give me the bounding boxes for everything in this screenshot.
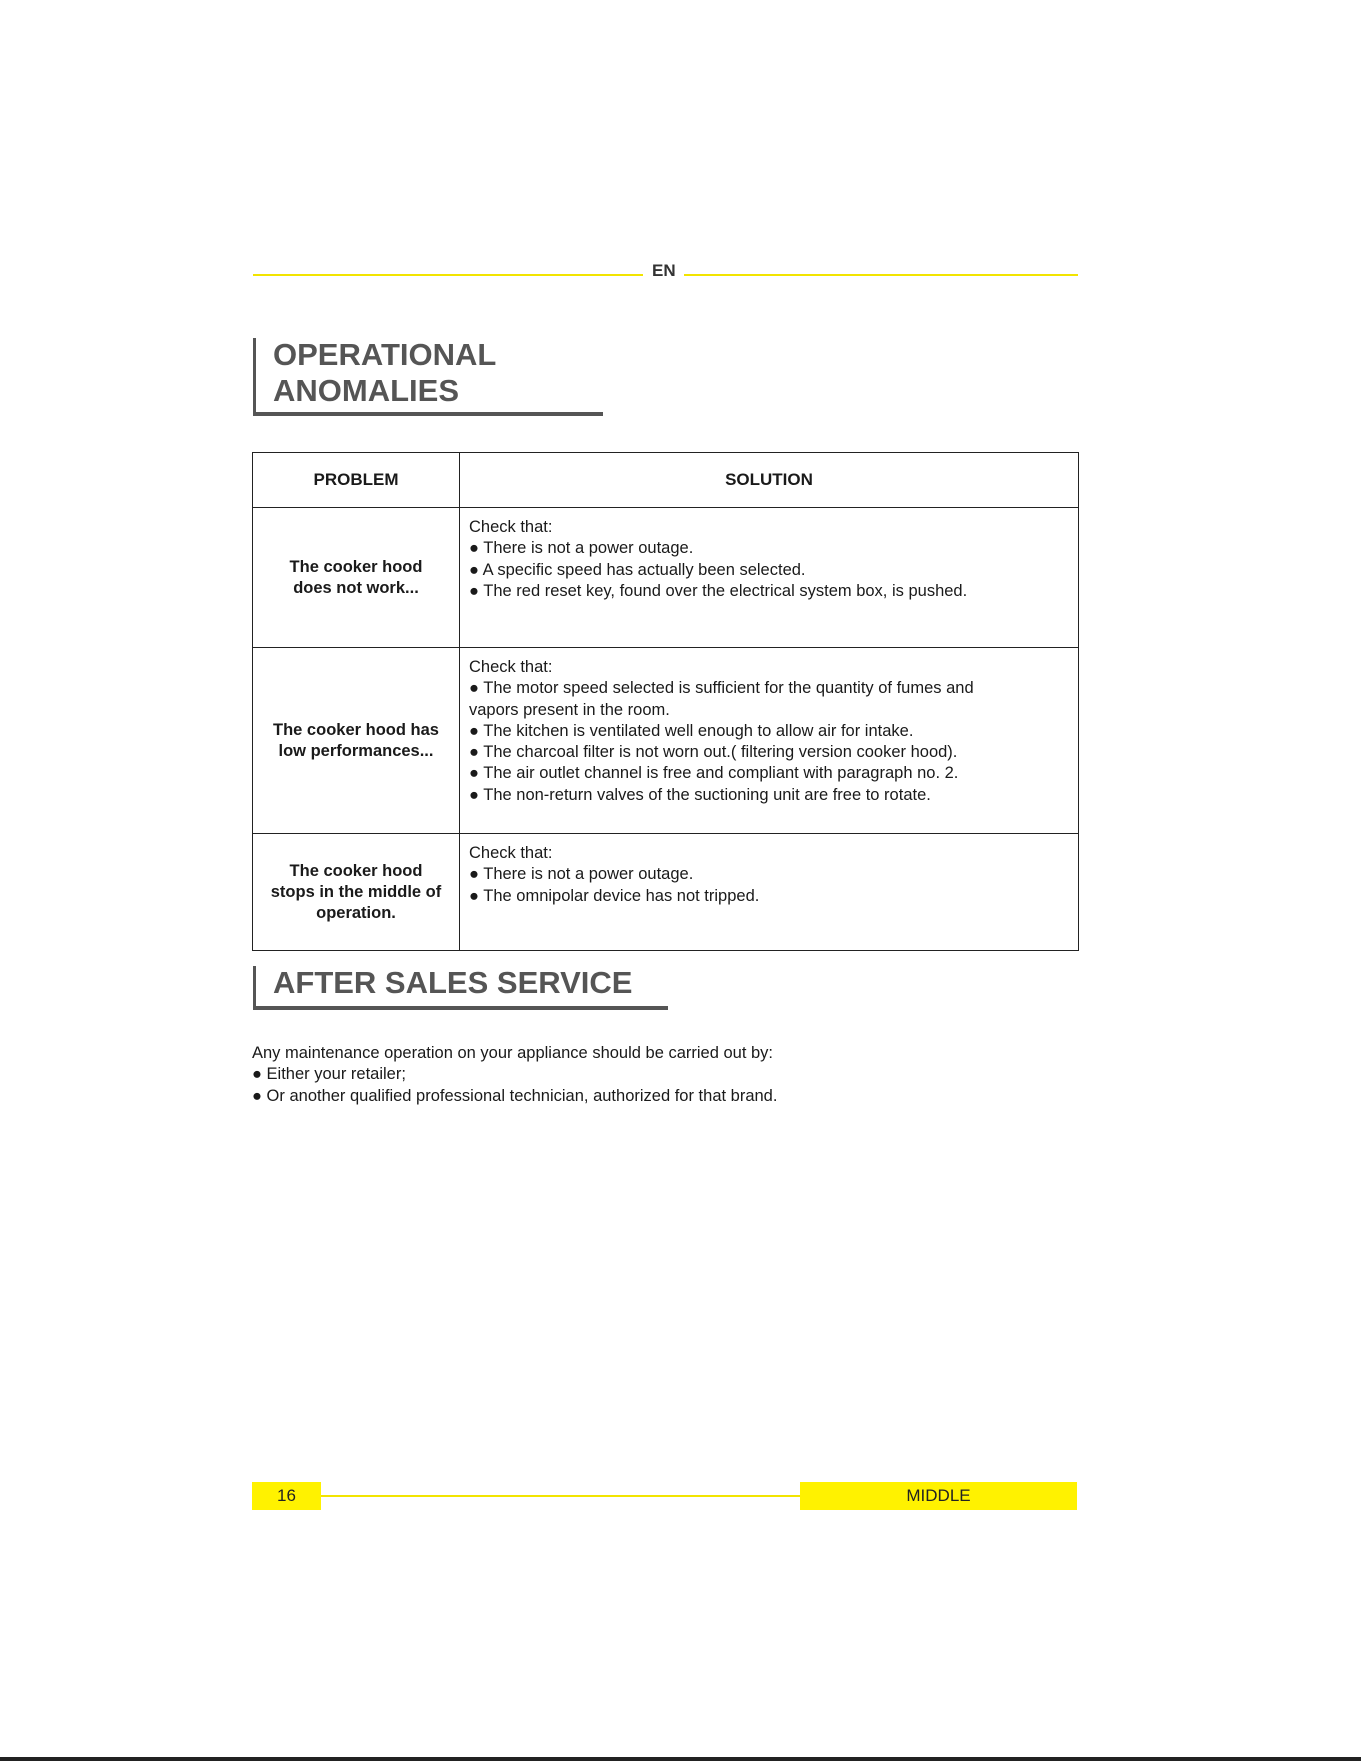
solution-line: ● The charcoal filter is not worn out.( filtering version cooker hood). bbox=[469, 743, 958, 762]
page-number: 16 bbox=[252, 1482, 321, 1510]
problem-cell bbox=[253, 834, 460, 951]
page-bottom-border bbox=[0, 1757, 1361, 1761]
body-line: ● Or another qualified professional technician, authorized for that brand. bbox=[252, 1086, 778, 1105]
solution-line: ● The non-return valves of the suctioning unit are free to rotate. bbox=[469, 785, 931, 804]
brand-label: MIDDLE bbox=[800, 1482, 1077, 1510]
problem-cell bbox=[253, 508, 460, 648]
problem-line: The cooker hood bbox=[289, 861, 423, 880]
problem-line: stops in the middle of bbox=[270, 882, 442, 901]
solution-line: ● There is not a power outage. bbox=[469, 539, 694, 558]
section-title-after-sales-service bbox=[253, 966, 668, 1010]
language-code: EN bbox=[652, 261, 676, 280]
header-rule-left bbox=[253, 274, 643, 276]
after-sales-body bbox=[252, 1043, 777, 1107]
solution-line: ● The red reset key, found over the electrical system box, is pushed. bbox=[469, 581, 968, 600]
solution-line: Check that: bbox=[469, 518, 553, 536]
problem-cell bbox=[253, 648, 460, 834]
section-title-line: ANOMALIES bbox=[273, 373, 459, 408]
body-line: ● Either your retailer; bbox=[252, 1065, 406, 1084]
section-title-operational-anomalies bbox=[253, 338, 603, 416]
solution-cell bbox=[460, 508, 1079, 648]
problem-line: operation. bbox=[316, 903, 396, 922]
table-header-row bbox=[253, 453, 1079, 508]
problem-line: does not work... bbox=[293, 578, 419, 597]
problem-line: low performances... bbox=[278, 741, 434, 760]
problem-line: The cooker hood bbox=[289, 557, 423, 576]
footer-rule bbox=[321, 1495, 800, 1497]
solution-cell bbox=[460, 834, 1079, 951]
anomalies-table bbox=[252, 452, 1079, 951]
header-solution: SOLUTION bbox=[460, 453, 1079, 508]
solution-line: vapors present in the room. bbox=[469, 700, 670, 719]
solution-line: Check that: bbox=[469, 844, 553, 862]
header-rule-right bbox=[684, 274, 1078, 276]
header-problem: PROBLEM bbox=[253, 453, 460, 508]
solution-line: ● The kitchen is ventilated well enough to allow air for intake. bbox=[469, 721, 914, 740]
solution-line: ● The air outlet channel is free and compliant with paragraph no. 2. bbox=[469, 764, 959, 783]
body-line: Any maintenance operation on your appliance should be carried out by: bbox=[252, 1044, 774, 1062]
table-row bbox=[253, 648, 1079, 834]
section-title-line: OPERATIONAL bbox=[273, 337, 497, 372]
table-row bbox=[253, 508, 1079, 648]
table-row bbox=[253, 834, 1079, 951]
solution-line: ● There is not a power outage. bbox=[469, 865, 694, 884]
solution-line: ● The motor speed selected is sufficient for the quantity of fumes and bbox=[469, 679, 974, 698]
problem-line: The cooker hood has bbox=[273, 720, 439, 739]
solution-cell bbox=[460, 648, 1079, 834]
section-title-line: AFTER SALES SERVICE bbox=[273, 965, 633, 1000]
solution-line: ● The omnipolar device has not tripped. bbox=[469, 886, 760, 905]
solution-line: ● A specific speed has actually been selected. bbox=[469, 560, 806, 579]
solution-line: Check that: bbox=[469, 658, 553, 676]
